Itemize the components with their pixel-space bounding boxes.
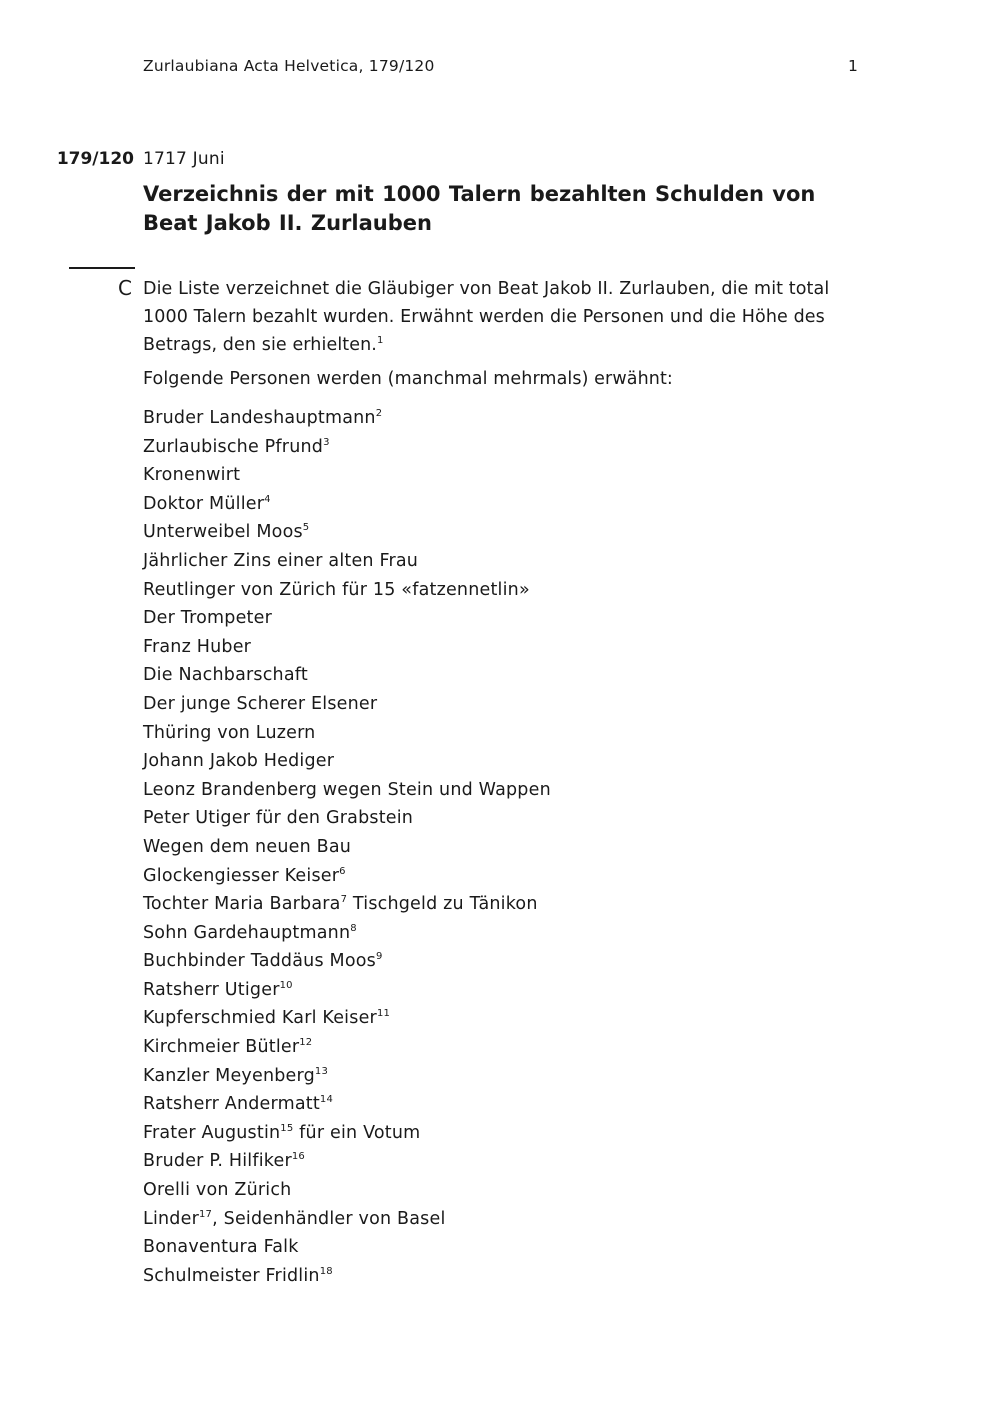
summary-text: Die Liste verzeichnet die Gläubiger von Beat Jakob II. Zurlauben, die mit total 1000 Talern bezahlt wurden. Erwähnt werden die Personen und die Höhe des Betrags, den sie erhielten.: [143, 279, 830, 355]
footnote-ref[interactable]: 13: [314, 1065, 329, 1077]
person-name: Kronenwirt: [143, 465, 241, 486]
person-name: Der Trompeter: [143, 608, 272, 629]
person-entry: [143, 461, 551, 490]
footnote-ref[interactable]: 5: [302, 522, 310, 534]
person-name: Linder: [143, 1208, 199, 1229]
person-name: Doktor Müller: [143, 493, 265, 514]
running-title: Zurlaubiana Acta Helvetica, 179/120: [143, 57, 435, 75]
person-entry: [143, 833, 551, 862]
person-entry: [143, 1062, 551, 1091]
person-name: Kirchmeier Bütler: [143, 1037, 300, 1058]
person-name: Orelli von Zürich: [143, 1180, 292, 1201]
person-entry: [143, 1033, 551, 1062]
person-entry: [143, 1233, 551, 1262]
person-entry: [143, 719, 551, 748]
person-entry: [143, 404, 551, 433]
person-entry: [143, 490, 551, 519]
person-name: Ratsherr Andermatt: [143, 1094, 320, 1115]
persons-intro: Folgende Personen werden (manchmal mehrmals) erwähnt:: [143, 369, 673, 389]
footnote-ref[interactable]: 12: [299, 1037, 313, 1049]
person-name: Sohn Gardehauptmann: [143, 922, 351, 943]
person-entry: [143, 747, 551, 776]
person-name: Kupferschmied Karl Keiser: [143, 1008, 377, 1029]
footnote-ref[interactable]: 6: [339, 865, 346, 877]
person-name: Peter Utiger für den Grabstein: [143, 808, 414, 829]
person-name: Tochter Maria Barbara: [143, 894, 341, 915]
person-entry: [143, 433, 551, 462]
person-name: Leonz Brandenberg wegen Stein und Wappen: [143, 779, 551, 800]
person-entry: [143, 1147, 551, 1176]
person-name: Wegen dem neuen Bau: [143, 836, 352, 857]
person-name: Reutlinger von Zürich für 15 «fatzennetlin»: [143, 579, 530, 600]
person-entry: [143, 1004, 551, 1033]
person-name: Frater Augustin: [143, 1122, 281, 1143]
margin-rule: [69, 267, 135, 269]
margin-marker: C: [118, 276, 132, 300]
summary-paragraph: [143, 275, 863, 359]
person-entry: [143, 919, 551, 948]
footnote-ref[interactable]: 10: [279, 979, 293, 991]
person-detail: , Seidenhändler von Basel: [212, 1208, 446, 1229]
person-entry: [143, 1205, 551, 1234]
footnote-ref[interactable]: 8: [350, 922, 357, 934]
footnote-ref[interactable]: 7: [340, 894, 348, 906]
document-title: Verzeichnis der mit 1000 Talern bezahlten Schulden von Beat Jakob II. Zurlauben: [143, 182, 816, 235]
person-entry: [143, 518, 551, 547]
person-name: Schulmeister Fridlin: [143, 1265, 320, 1286]
person-entry: [143, 547, 551, 576]
person-entry: [143, 633, 551, 662]
person-name: Glockengiesser Keiser: [143, 865, 340, 886]
person-name: Franz Huber: [143, 636, 252, 657]
person-entry: [143, 862, 551, 891]
person-entry: [143, 604, 551, 633]
person-detail: Tischgeld zu Tänikon: [347, 894, 538, 915]
footnote-ref[interactable]: 11: [376, 1008, 391, 1020]
person-entry: [143, 661, 551, 690]
person-name: Bruder P. Hilfiker: [143, 1151, 292, 1172]
person-name: Jährlicher Zins einer alten Frau: [143, 550, 419, 571]
person-name: Johann Jakob Hediger: [143, 751, 335, 772]
person-name: Bruder Landeshauptmann: [143, 408, 376, 428]
person-name: Die Nachbarschaft: [143, 665, 308, 686]
person-entry: [143, 576, 551, 605]
person-detail: für ein Votum: [293, 1122, 421, 1143]
person-name: Buchbinder Taddäus Moos: [143, 951, 376, 972]
person-entry: [143, 1119, 551, 1148]
footnote-ref[interactable]: 1: [376, 335, 384, 346]
person-entry: [143, 1176, 551, 1205]
page-number: 1: [847, 57, 858, 75]
footnote-ref[interactable]: 2: [375, 408, 383, 419]
document-date: 1717 Juni: [143, 149, 225, 169]
person-entry: [143, 890, 551, 919]
person-name: Thüring von Luzern: [143, 722, 316, 743]
footnote-ref[interactable]: 15: [280, 1122, 294, 1134]
footnote-ref[interactable]: 3: [323, 436, 330, 448]
person-entry: [143, 947, 551, 976]
person-entry: [143, 1090, 551, 1119]
footnote-ref[interactable]: 16: [291, 1151, 305, 1163]
person-entry: [143, 1262, 551, 1291]
person-name: Der junge Scherer Elsener: [143, 693, 378, 714]
person-name: Kanzler Meyenberg: [143, 1065, 315, 1086]
person-name: Unterweibel Moos: [143, 522, 303, 543]
running-header: [143, 57, 858, 75]
document-number: 179/120: [56, 149, 134, 169]
footnote-ref[interactable]: 18: [319, 1265, 333, 1277]
persons-list: [143, 404, 551, 1290]
person-entry: [143, 776, 551, 805]
footnote-ref[interactable]: 17: [198, 1208, 213, 1220]
person-name: Bonaventura Falk: [143, 1237, 299, 1258]
footnote-ref[interactable]: 14: [319, 1094, 334, 1106]
person-name: Ratsherr Utiger: [143, 979, 280, 1000]
person-name: Zurlaubische Pfrund: [143, 436, 324, 457]
footnote-ref[interactable]: 4: [264, 493, 271, 505]
footnote-ref[interactable]: 9: [375, 951, 383, 963]
person-entry: [143, 976, 551, 1005]
person-entry: [143, 690, 551, 719]
person-entry: [143, 804, 551, 833]
